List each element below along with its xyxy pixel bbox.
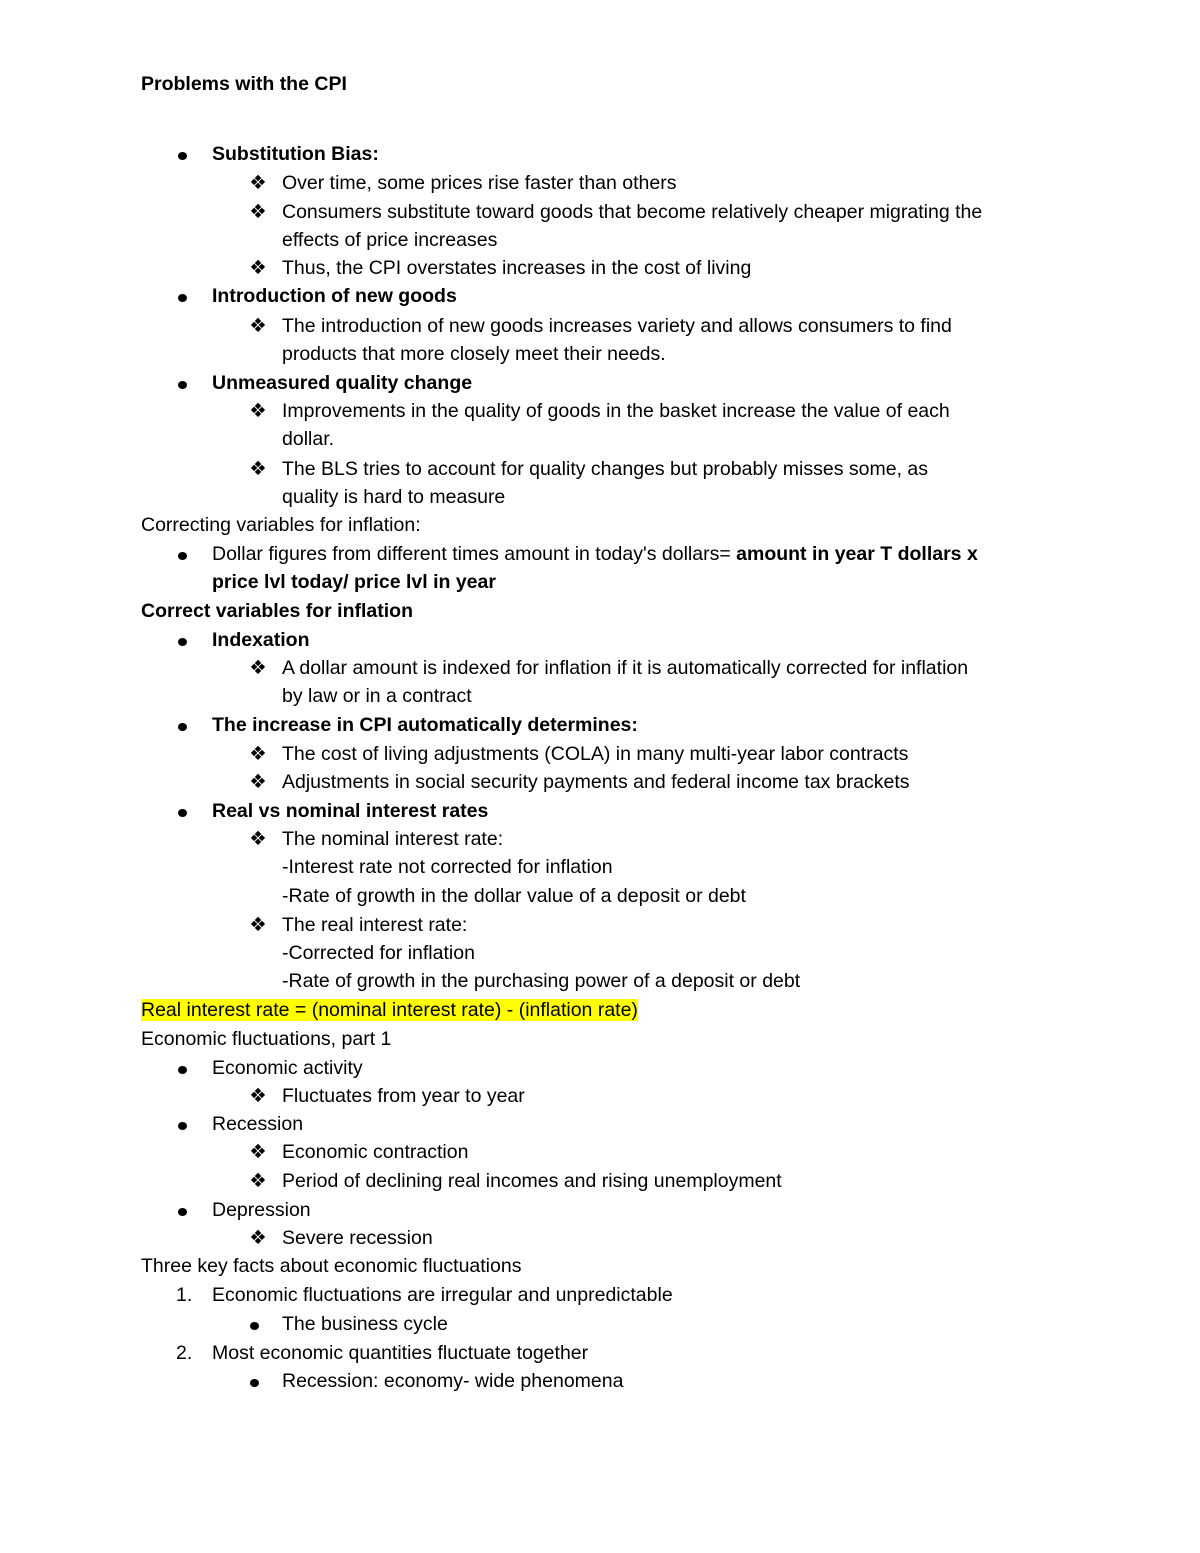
document-title: Problems with the CPI <box>141 73 347 95</box>
list-item: Depression <box>212 1199 311 1221</box>
list-item: Recession: economy- wide phenomena <box>282 1370 624 1392</box>
list-item: Improvements in the quality of goods in the basket increase the value of each <box>282 400 950 422</box>
heading-real-vs-nominal: Real vs nominal interest rates <box>212 800 489 822</box>
list-item-detail: -Rate of growth in the purchasing power of a deposit or debt <box>282 970 801 992</box>
bullet-dot <box>250 1322 259 1330</box>
list-item: A dollar amount is indexed for inflation if it is automatically corrected for inflation <box>282 657 969 679</box>
list-item-detail: -Rate of growth in the dollar value of a deposit or debt <box>282 885 746 907</box>
bullet-dot <box>178 1122 187 1130</box>
section-heading: Three key facts about economic fluctuations <box>141 1255 522 1277</box>
heading-indexation: Indexation <box>212 629 310 651</box>
list-item: Consumers substitute toward goods that become relatively cheaper migrating the <box>282 201 983 223</box>
heading-cpi-increase: The increase in CPI automatically determines: <box>212 714 638 736</box>
list-item-continuation: quality is hard to measure <box>282 486 506 508</box>
diamond-bullet-icon: ❖ <box>249 315 267 337</box>
diamond-bullet-icon: ❖ <box>249 1085 267 1107</box>
diamond-bullet-icon: ❖ <box>249 201 267 223</box>
formula-bold-text: amount in year T dollars x <box>736 543 978 565</box>
list-number: 1. <box>176 1284 193 1306</box>
bullet-dot <box>178 294 187 302</box>
list-item-continuation: price lvl today/ price lvl in year <box>212 571 496 593</box>
heading-quality-change: Unmeasured quality change <box>212 372 473 394</box>
heading-substitution-bias: Substitution Bias: <box>212 143 379 165</box>
list-item: The cost of living adjustments (COLA) in many multi-year labor contracts <box>282 743 909 765</box>
diamond-bullet-icon: ❖ <box>249 172 267 194</box>
list-item: Severe recession <box>282 1227 433 1249</box>
diamond-bullet-icon: ❖ <box>249 458 267 480</box>
list-item-detail: -Corrected for inflation <box>282 942 475 964</box>
bullet-dot <box>178 1208 187 1216</box>
diamond-bullet-icon: ❖ <box>249 914 267 936</box>
list-item: The nominal interest rate: <box>282 828 504 850</box>
list-number: 2. <box>176 1342 193 1364</box>
diamond-bullet-icon: ❖ <box>249 828 267 850</box>
heading-new-goods: Introduction of new goods <box>212 285 457 307</box>
diamond-bullet-icon: ❖ <box>249 743 267 765</box>
diamond-bullet-icon: ❖ <box>249 1170 267 1192</box>
list-item-detail: -Interest rate not corrected for inflation <box>282 856 613 878</box>
list-item: Thus, the CPI overstates increases in the cost of living <box>282 257 752 279</box>
list-item: Fluctuates from year to year <box>282 1085 525 1107</box>
list-item: Over time, some prices rise faster than others <box>282 172 677 194</box>
list-item-continuation: products that more closely meet their needs. <box>282 343 666 365</box>
formula-plain-text: Dollar figures from different times amount in today's dollars= <box>212 543 737 565</box>
diamond-bullet-icon: ❖ <box>249 257 267 279</box>
diamond-bullet-icon: ❖ <box>249 771 267 793</box>
list-item: The real interest rate: <box>282 914 468 936</box>
section-heading: Correct variables for inflation <box>141 600 413 622</box>
bullet-dot <box>178 152 187 160</box>
list-item: Most economic quantities fluctuate together <box>212 1342 589 1364</box>
diamond-bullet-icon: ❖ <box>249 1227 267 1249</box>
list-item-continuation: dollar. <box>282 428 335 450</box>
diamond-bullet-icon: ❖ <box>249 1141 267 1163</box>
list-item: Economic contraction <box>282 1141 469 1163</box>
list-item: The introduction of new goods increases variety and allows consumers to find <box>282 315 952 337</box>
section-heading: Correcting variables for inflation: <box>141 514 421 536</box>
bullet-dot <box>178 1066 187 1074</box>
bullet-dot <box>250 1379 259 1387</box>
list-item: Recession <box>212 1113 304 1135</box>
diamond-bullet-icon: ❖ <box>249 400 267 422</box>
list-item: The BLS tries to account for quality changes but probably misses some, as <box>282 458 928 480</box>
list-item-continuation: effects of price increases <box>282 229 498 251</box>
bullet-dot <box>178 552 187 560</box>
list-item-continuation: by law or in a contract <box>282 685 472 707</box>
bullet-dot <box>178 638 187 646</box>
bullet-dot <box>178 723 187 731</box>
section-heading: Economic fluctuations, part 1 <box>141 1028 392 1050</box>
list-item: Economic activity <box>212 1057 363 1079</box>
highlighted-formula <box>141 996 638 1024</box>
formula-highlight: Real interest rate = (nominal interest rate) - (inflation rate) <box>141 999 638 1021</box>
list-item: The business cycle <box>282 1313 448 1335</box>
list-item <box>212 540 978 568</box>
list-item: Adjustments in social security payments and federal income tax brackets <box>282 771 910 793</box>
list-item: Economic fluctuations are irregular and unpredictable <box>212 1284 673 1306</box>
diamond-bullet-icon: ❖ <box>249 657 267 679</box>
bullet-dot <box>178 809 187 817</box>
bullet-dot <box>178 381 187 389</box>
list-item: Period of declining real incomes and rising unemployment <box>282 1170 782 1192</box>
